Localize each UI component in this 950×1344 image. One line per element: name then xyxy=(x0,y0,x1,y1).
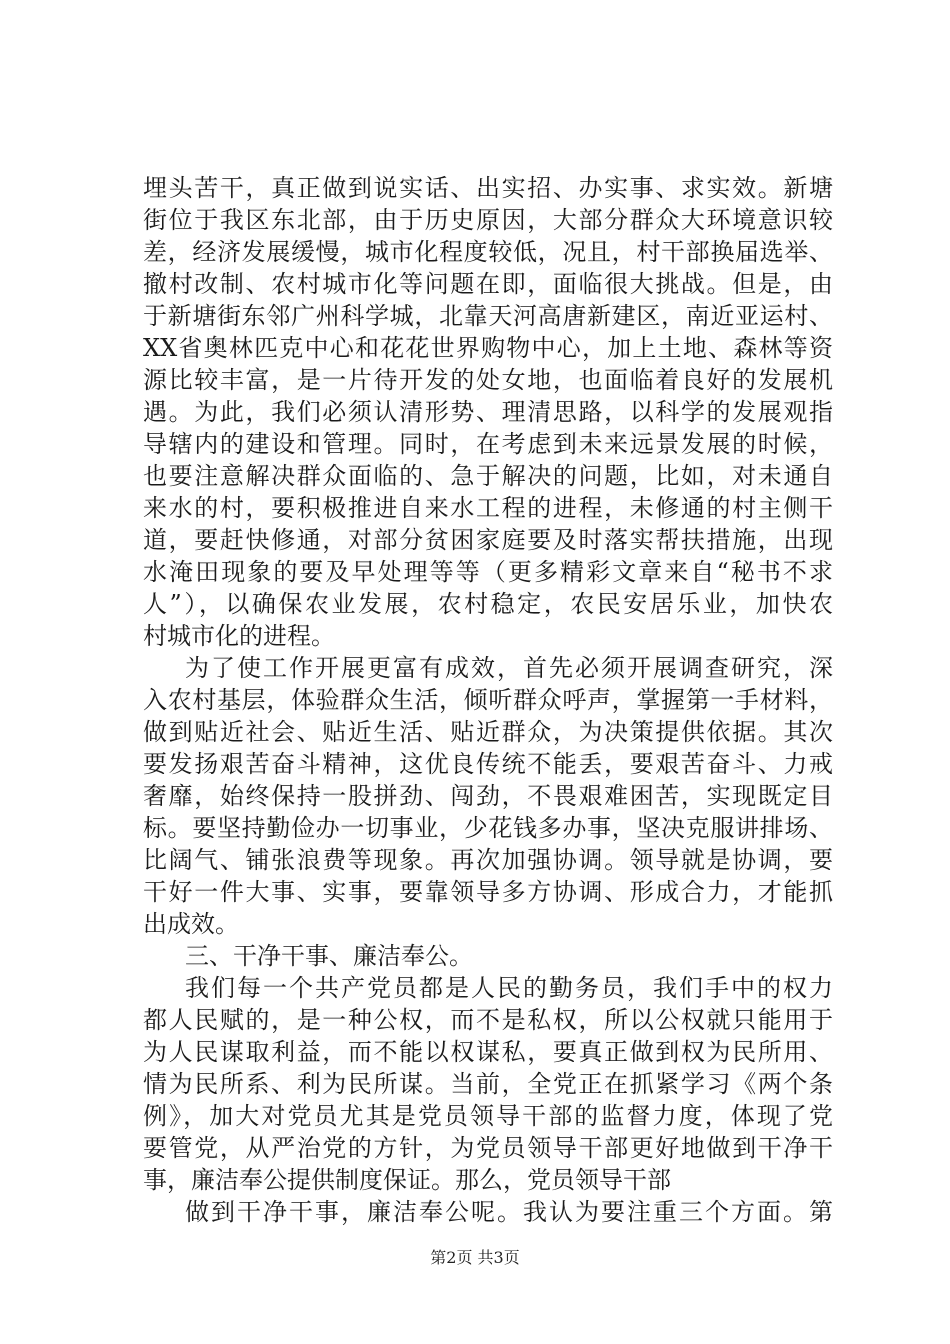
text-line: 情为民所系、利为民所谋。当前，全党正在抓紧学习《两个条 xyxy=(143,1070,833,1098)
text-line: 奢靡，始终保持一股拼劲、闯劲，不畏艰难困苦，实现既定目 xyxy=(143,782,833,810)
text-line: 做到干净干事，廉洁奉公呢。我认为要注重三个方面。第 xyxy=(185,1198,833,1226)
text-line: 人”），以确保农业发展，农村稳定，农民安居乐业，加快农 xyxy=(143,590,833,618)
text-line: 埋头苦干，真正做到说实话、出实招、办实事、求实效。新塘 xyxy=(143,174,833,202)
text-line: 干好一件大事、实事，要靠领导多方协调、形成合力，才能抓 xyxy=(143,878,833,906)
text-line: 我们每一个共产党员都是人民的勤务员，我们手中的权力 xyxy=(185,974,833,1002)
text-line: 要发扬艰苦奋斗精神，这优良传统不能丢，要艰苦奋斗、力戒 xyxy=(143,750,833,778)
text-line: XX省奥林匹克中心和花花世界购物中心，加上土地、森林等资 xyxy=(143,334,833,362)
text-line: 都人民赋的，是一种公权，而不是私权，所以公权就只能用于 xyxy=(143,1006,833,1034)
text-line: 村城市化的进程。 xyxy=(143,622,335,650)
text-line: 也要注意解决群众面临的、急于解决的问题，比如，对未通自 xyxy=(143,462,833,490)
text-line: 遇。为此，我们必须认清形势、理清思路，以科学的发展观指 xyxy=(143,398,833,426)
text-line: 做到贴近社会、贴近生活、贴近群众，为决策提供依据。其次 xyxy=(143,718,833,746)
text-line: 比阔气、铺张浪费等现象。再次加强协调。领导就是协调，要 xyxy=(143,846,833,874)
text-line: 入农村基层，体验群众生活，倾听群众呼声，掌握第一手材料， xyxy=(143,686,833,714)
text-line: 为了使工作开展更富有成效，首先必须开展调查研究，深 xyxy=(185,654,833,682)
text-line: 事，廉洁奉公提供制度保证。那么，党员领导干部 xyxy=(143,1166,671,1194)
text-line: 于新塘街东邻广州科学城，北靠天河高唐新建区，南近亚运村、 xyxy=(143,302,833,330)
text-line: 差，经济发展缓慢，城市化程度较低，况且，村干部换届选举、 xyxy=(143,238,833,266)
text-line: 水淹田现象的要及早处理等等（更多精彩文章来自“秘书不求 xyxy=(143,558,833,586)
text-line: 例》，加大对党员尤其是党员领导干部的监督力度，体现了党 xyxy=(143,1102,833,1130)
text-line: 来水的村，要积极推进自来水工程的进程，未修通的村主侧干 xyxy=(143,494,833,522)
text-line: 为人民谋取利益，而不能以权谋私，要真正做到权为民所用、 xyxy=(143,1038,833,1066)
text-line: 街位于我区东北部，由于历史原因，大部分群众大环境意识较 xyxy=(143,206,833,234)
text-line: 导辖内的建设和管理。同时，在考虑到未来远景发展的时候， xyxy=(143,430,833,458)
text-line: 出成效。 xyxy=(143,910,239,938)
text-line: 要管党，从严治党的方针，为党员领导干部更好地做到干净干 xyxy=(143,1134,833,1162)
text-line: 道，要赶快修通，对部分贫困家庭要及时落实帮扶措施，出现 xyxy=(143,526,833,554)
text-line: 源比较丰富，是一片待开发的处女地，也面临着良好的发展机 xyxy=(143,366,833,394)
page-footer: 第2页 共3页 xyxy=(430,1248,520,1267)
document-body xyxy=(143,172,833,1228)
text-line: 三、干净干事、廉洁奉公。 xyxy=(185,942,473,970)
text-line: 标。要坚持勤俭办一切事业，少花钱多办事，坚决克服讲排场、 xyxy=(143,814,833,842)
text-line: 撤村改制、农村城市化等问题在即，面临很大挑战。但是，由 xyxy=(143,270,833,298)
